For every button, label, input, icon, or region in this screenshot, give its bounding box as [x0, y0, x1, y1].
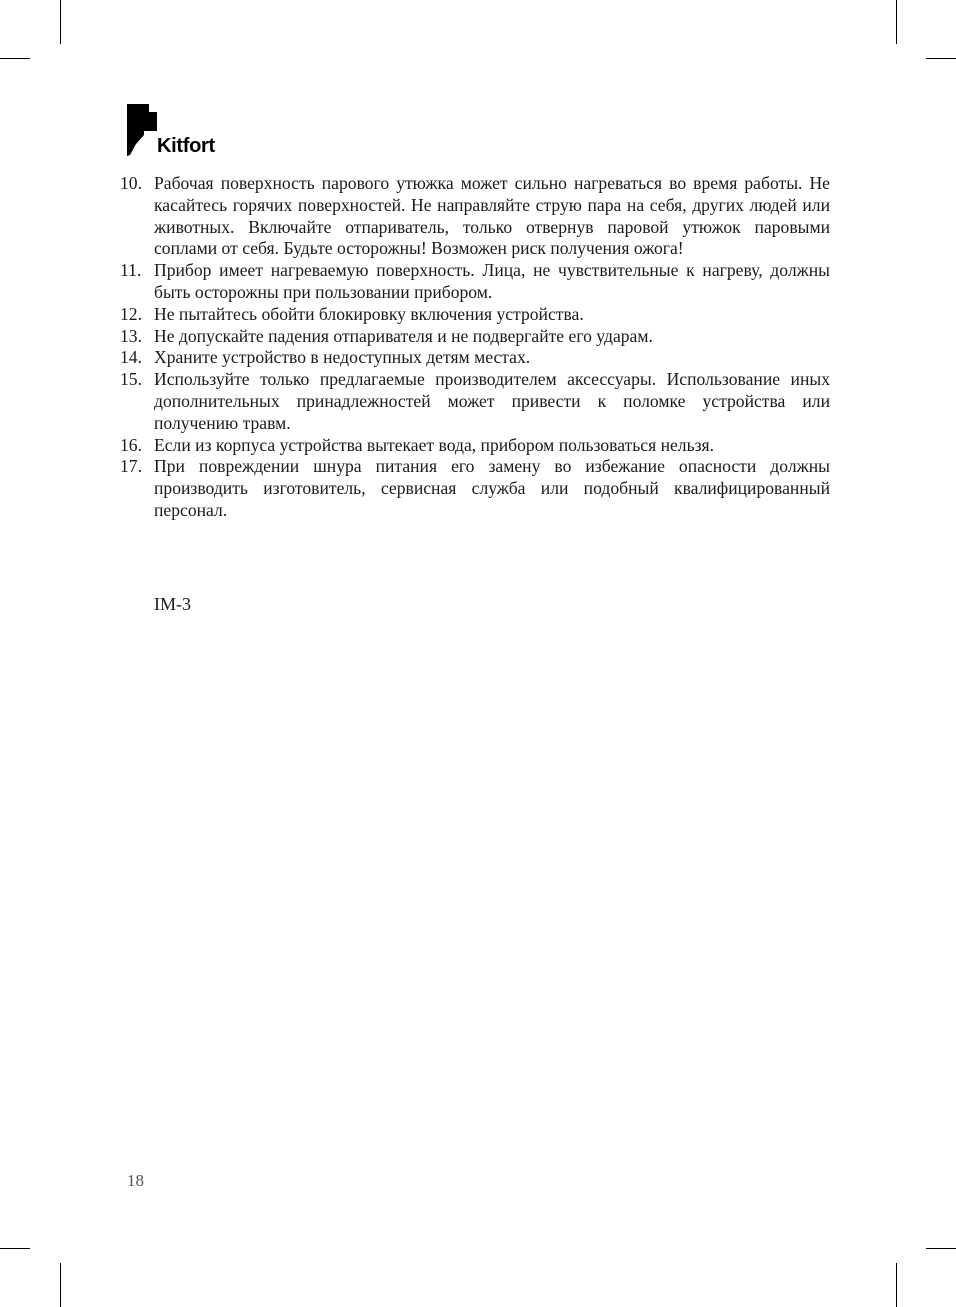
- list-item: [120, 456, 830, 521]
- list-item: [120, 260, 830, 304]
- item-text: Не допускайте падения отпаривателя и не подвергайте его ударам.: [154, 325, 653, 346]
- item-number: 15.: [120, 369, 142, 390]
- crop-mark: [0, 58, 30, 59]
- item-number: 10.: [120, 173, 142, 193]
- list-item: [120, 326, 830, 348]
- item-text: Прибор имеет нагреваемую поверхность. Лица, не чувствительные к нагреву, должны быть осторожны при пользовании прибором.: [154, 260, 830, 302]
- item-text: При повреждении шнура питания его замену во избежание опасности должны производить изготовитель, сервисная служба или подобный квалифицированный персонал.: [154, 456, 830, 520]
- item-number: 17.: [120, 456, 142, 477]
- crop-mark: [926, 1248, 956, 1249]
- brand-name: Kitfort: [157, 135, 215, 157]
- item-text: Используйте только предлагаемые производителем аксессуары. Использование иных дополнительных принадлежностей может привести к поломке устройства или получению травм.: [154, 369, 830, 433]
- crop-mark: [0, 1248, 30, 1249]
- item-number: 11.: [120, 260, 142, 281]
- brand-logo-icon: [127, 104, 157, 156]
- crop-mark: [896, 1263, 897, 1307]
- item-number: 14.: [120, 347, 142, 368]
- item-text: Рабочая поверхность парового утюжка может сильно нагреваться во время работы. Не касайтесь горячих поверхностей. Не направляйте струю пара на себя, других людей или животных. Включайте отпариватель, только отвернув паровой утюжок паровыми соплами от себя. Будьте осторожны! Возможен риск получения ожога!: [154, 173, 830, 259]
- list-item: [120, 304, 830, 326]
- model-code: IM-3: [154, 594, 191, 614]
- crop-mark: [896, 0, 897, 44]
- page-number: 18: [127, 1171, 144, 1190]
- list-item: [120, 347, 830, 369]
- item-number: 12.: [120, 303, 142, 324]
- crop-mark: [60, 1263, 61, 1307]
- crop-mark: [926, 58, 956, 59]
- item-text: Храните устройство в недоступных детям местах.: [154, 347, 531, 368]
- item-text: Если из корпуса устройства вытекает вода, прибором пользоваться нельзя.: [154, 434, 715, 455]
- list-item: [120, 173, 830, 260]
- brand-logo: [127, 104, 237, 160]
- item-number: 16.: [120, 434, 142, 455]
- crop-mark: [60, 0, 61, 44]
- item-number: 13.: [120, 325, 142, 346]
- list-item: [120, 369, 830, 434]
- safety-instructions-list: [120, 173, 830, 522]
- list-item: [120, 435, 830, 457]
- item-text: Не пытайтесь обойти блокировку включения устройства.: [154, 303, 584, 324]
